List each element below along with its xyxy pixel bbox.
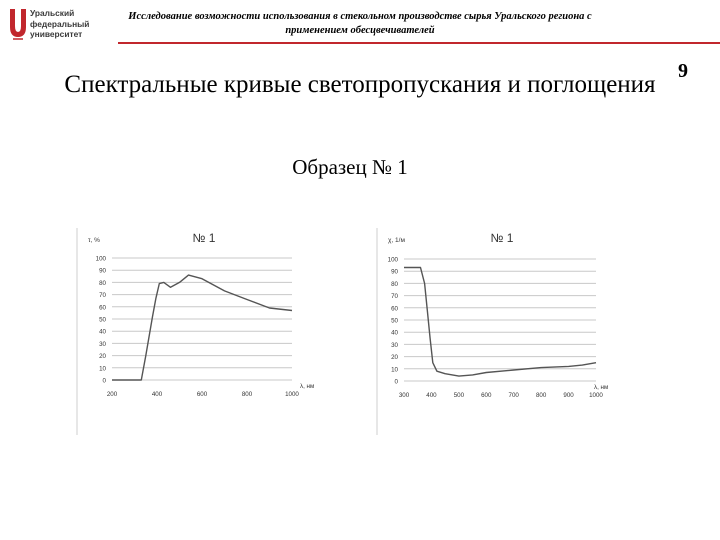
y-tick-label: 10 xyxy=(99,365,106,373)
logo-emblem-icon xyxy=(8,7,28,41)
x-tick-label: 200 xyxy=(106,391,118,398)
x-axis-label: λ, нм xyxy=(300,383,315,390)
y-tick-label: 60 xyxy=(99,304,106,312)
absorption-chart xyxy=(376,220,626,435)
sample-label: Образец № 1 xyxy=(292,155,408,179)
y-tick-label: 40 xyxy=(99,328,106,336)
y-tick-label: 90 xyxy=(99,267,106,275)
y-tick-label: 60 xyxy=(391,305,398,313)
page-number: 9 xyxy=(678,60,688,82)
x-tick-label: 500 xyxy=(453,392,465,399)
series-line xyxy=(112,275,292,380)
y-tick-label: 0 xyxy=(102,377,106,385)
x-tick-label: 900 xyxy=(563,392,574,399)
y-tick-label: 30 xyxy=(99,340,106,348)
x-tick-label: 400 xyxy=(426,392,437,399)
y-tick-label: 30 xyxy=(391,341,398,349)
header-title: Исследование возможности использования в стекольном производстве сырья Уральского региона с применением обесцвечивателей xyxy=(128,11,592,36)
x-tick-label: 300 xyxy=(398,392,410,399)
x-tick-label: 800 xyxy=(241,391,253,398)
y-tick-label: 10 xyxy=(391,366,398,374)
x-tick-label: 600 xyxy=(196,391,208,398)
y-tick-label: 0 xyxy=(394,378,398,386)
logo-line: федеральный xyxy=(30,18,90,29)
y-tick-label: 20 xyxy=(391,354,398,362)
y-tick-label: 50 xyxy=(99,316,106,324)
header-divider xyxy=(118,42,720,44)
chart-title: № 1 xyxy=(490,231,514,245)
x-axis-label: λ, нм xyxy=(594,384,609,391)
y-tick-label: 70 xyxy=(99,292,106,300)
x-tick-label: 1000 xyxy=(589,392,603,399)
x-tick-label: 1000 xyxy=(285,391,299,398)
chart-svg xyxy=(376,220,626,435)
x-tick-label: 700 xyxy=(508,392,519,399)
y-tick-label: 80 xyxy=(99,279,106,287)
y-tick-label: 40 xyxy=(391,329,398,337)
university-logo xyxy=(8,7,118,43)
chart-title: № 1 xyxy=(192,231,216,245)
logo-line: Уральский xyxy=(30,8,75,18)
x-tick-label: 600 xyxy=(481,392,492,399)
chart-svg xyxy=(76,220,315,435)
y-axis-label: τ, % xyxy=(88,237,100,244)
y-tick-label: 50 xyxy=(391,317,398,325)
slide-title: Спектральные кривые светопропускания и поглощения xyxy=(64,71,656,98)
transmission-chart xyxy=(76,220,315,435)
y-tick-label: 90 xyxy=(391,268,398,276)
logo-line: университет xyxy=(30,29,83,39)
y-tick-label: 100 xyxy=(387,256,398,264)
x-tick-label: 400 xyxy=(151,391,163,398)
logo-text xyxy=(30,8,120,40)
y-tick-label: 20 xyxy=(99,353,106,361)
y-tick-label: 80 xyxy=(391,280,398,288)
y-tick-label: 70 xyxy=(391,293,398,301)
y-tick-label: 100 xyxy=(95,255,106,263)
x-tick-label: 800 xyxy=(535,392,547,399)
y-axis-label: χ, 1/м xyxy=(388,237,405,244)
